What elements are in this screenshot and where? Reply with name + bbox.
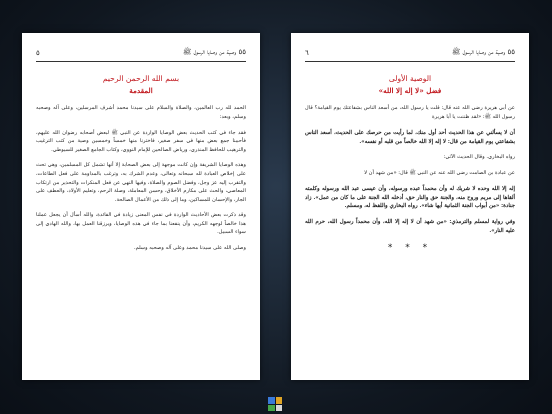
right-page[interactable] xyxy=(291,33,529,380)
paragraph-bold: وفي رواية لمسلم والترمذي: «من شهد أن لا إله إلا الله، وأن محمداً رسول الله، حرم الله عليه النار». xyxy=(305,219,515,235)
paragraph: عن أبي هريرة رضي الله عنه قال: قلت يا رسول الله، من أسعد الناس بشفاعتك يوم القيامة؟ قال رسول الله ﷺ: «لقد ظننت يا أبا هريرة xyxy=(305,105,515,121)
app-grid-icon[interactable] xyxy=(268,397,282,411)
page-header xyxy=(36,47,246,62)
section-separator: * * * xyxy=(387,243,433,254)
left-page[interactable] xyxy=(22,33,260,380)
page-header xyxy=(305,47,515,62)
paragraph: رواه البخاري. وقال الحديث الآتي: xyxy=(443,154,515,161)
page-title: بسم الله الرحمن الرحيم xyxy=(102,74,180,83)
page-number: ٥ xyxy=(36,48,40,57)
header-title: ٥٥ وصية من وصايا الرسول ﷺ xyxy=(451,48,515,56)
grid-cell xyxy=(276,397,283,404)
grid-cell xyxy=(268,397,275,404)
page-title: الوصية الأولى xyxy=(388,74,432,83)
paragraph: وصلى الله على سيدنا محمد وعلى آله وصحبه وسلم. xyxy=(133,245,246,251)
paragraph-bold: أن لا يسألني عن هذا الحديث أحد أول منك، لما رأيت من حرصك على الحديث، أسعد الناس بشفاعتي يوم القيامة من قال: لا إله إلا الله خالصاً من قلبه أو نفسه». xyxy=(305,129,515,145)
paragraph: وهذه الوصايا الشريفة وإن كانت موجهة إلى بعض الصحابة إلا أنها تشمل كل المسلمين، وهي تحث على إخلاص العبادة لله سبحانه وتعالى، وعدم الشرك به، وترغب بالمداومة على فعل الطاعات، والتقرب إليه عز وجل، وفضل الصوم والصلاة، وفيها النهي عن فعل المنكرات والتحذير من ارتكاب المعاصي، والحث على مكارم الأخلاق، وحسن المعاملة، وصلة الرحم، وتعليم الأولاد، والعطف على الجار، والإحسان للمساكين، وما إلى ذلك من الأعمال الصالحة. xyxy=(36,162,246,203)
grid-cell xyxy=(276,405,283,412)
paragraph: وقد ذكرت بعض الأحاديث الواردة في نفس المعنى زيادة في الفائدة، والله أسأل أن يجعل عملنا هذا خالصاً لوجهه الكريم، وأن ينفعنا بما جاء في هذه الوصايا، ويرزقنا العمل بها، والله الهادي إلى سواء السبيل. xyxy=(36,212,246,236)
grid-cell xyxy=(268,405,275,412)
page-subtitle: المقدمة xyxy=(129,86,153,96)
page-number: ٦ xyxy=(305,48,309,57)
paragraph: الحمد لله رب العالمين، والصلاة والسلام على سيدنا محمد أشرف المرسلين، وعلى آله وصحبه وسلم، وبعد: xyxy=(36,105,246,121)
page-subtitle: فضل «لا إله إلا الله» xyxy=(378,86,442,96)
header-title: ٥٥ وصية من وصايا الرسول ﷺ xyxy=(182,48,246,56)
paragraph-bold: إله إلا الله وحده لا شريك له وأن محمداً عبده ورسوله، وأن عيسى عبد الله ورسوله وكلمته ألقاها إلى مريم وروح منه، والجنة حق والنار حق، أدخله الله الجنة على ما كان من عمل». زاد جنادة: «من أبواب الجنة الثمانية أيها شاء». رواه البخاري واللفظ له، ومسلم. xyxy=(305,185,515,210)
paragraph: عن عبادة بن الصامت رضي الله عنه عن النبي ﷺ قال: «من شهد أن لا xyxy=(364,170,515,177)
paragraph: فقد جاء في كتب الحديث بعض الوصايا الواردة عن النبي ﷺ لبعض أصحابه رضوان الله عليهم، فأحببنا جمع بعض منها في سفر صغير، فاخترنا منها خمساً وخمسين وصية من كتب الترغيب والترهيب للحافظ المنذري، ورياض الصالحين للإمام النووي، وكتاب الجامع الصغير للسيوطي. xyxy=(36,129,246,153)
